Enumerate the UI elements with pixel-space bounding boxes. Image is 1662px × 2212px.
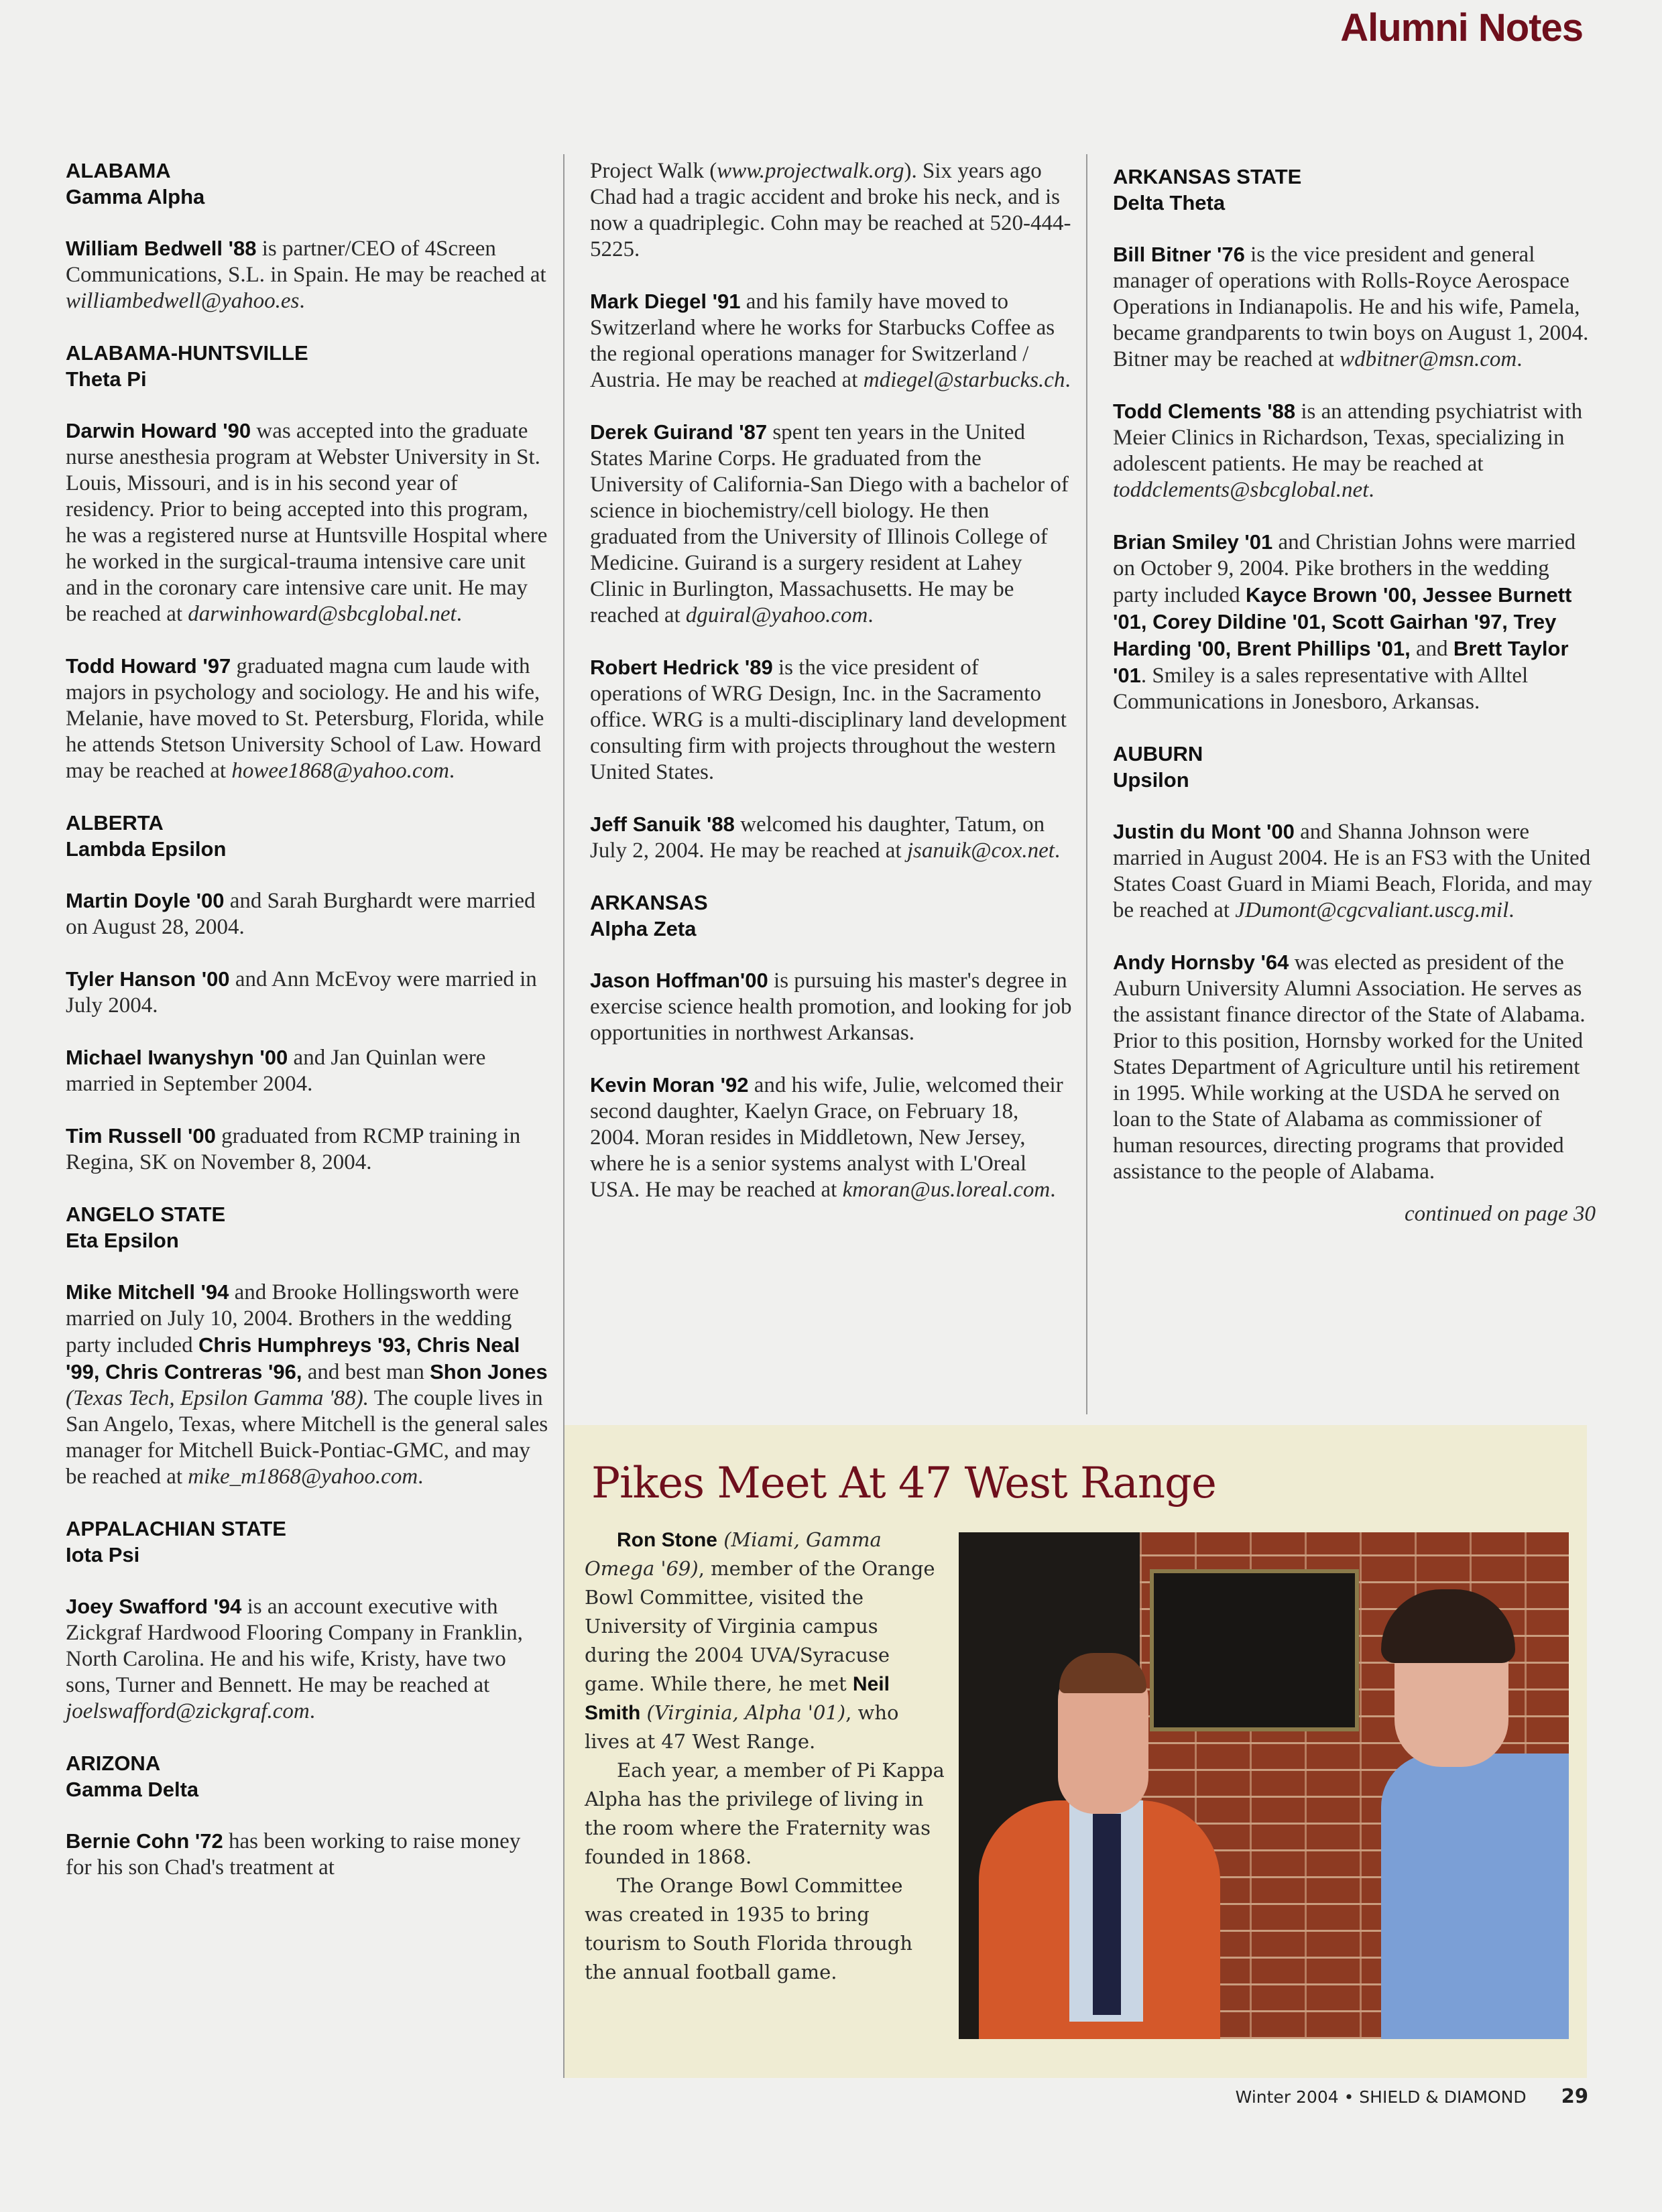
chapter-name: Alpha Zeta (590, 917, 697, 940)
person-name: William Bedwell '88 (66, 237, 257, 260)
note-text: is an attending psychiatrist with Meier Clinics in Richardson, Texas, specializing in adolescent patients. He may be reached at (1113, 400, 1583, 476)
note-text: The Orange Bowl Committee was created in 1935 to bring tourism to South Florida through the annual football game. (585, 1874, 913, 1983)
chapter-heading (66, 158, 548, 210)
person-name: Mike Mitchell '94 (66, 1280, 229, 1304)
note-text: and Christian Johns were married on October 9, 2004. Pike brothers in the wedding party included (1113, 530, 1576, 607)
person-name: Bernie Cohn '72 (66, 1829, 223, 1853)
sidebar-body (585, 1526, 947, 1987)
chapter-heading (1113, 164, 1596, 216)
note-text: and Sarah Burghardt were married on August 28, 2004. (66, 889, 536, 939)
column-right (1113, 164, 1596, 1227)
person-name: Robert Hedrick '89 (590, 656, 773, 679)
chapter-school: AUBURN (1113, 742, 1203, 765)
sidebar-paragraph (585, 1526, 947, 1756)
person-name: Justin du Mont '00 (1113, 820, 1295, 843)
person-name: Joey Swafford '94 (66, 1595, 242, 1618)
person-name: Brian Smiley '01 (1113, 530, 1273, 554)
alumni-note (66, 653, 548, 784)
chapter-school: ARIZONA (66, 1752, 161, 1775)
column-divider (1086, 154, 1087, 1414)
person-name: Shon Jones (430, 1360, 548, 1384)
note-text: and best man (302, 1360, 430, 1384)
alumni-note (1113, 949, 1596, 1185)
person-name: Todd Howard '97 (66, 654, 231, 678)
person-name: Chris Humphreys '93, Chris Neal '99, Chris Contreras '96, (66, 1333, 520, 1384)
note-text: and Jan Quinlan were married in September 2004. (66, 1046, 486, 1096)
chapter-name: Iota Psi (66, 1543, 140, 1566)
italic-text: mike_m1868@yahoo.com (188, 1465, 418, 1489)
email-address: kmoran@us.loreal.com (842, 1178, 1051, 1202)
note-text: is partner/CEO of 4Screen Communications, S.L. in Spain. He may be reached at (66, 237, 546, 287)
alumni-note (66, 1279, 548, 1490)
person-name: Michael Iwanyshyn '00 (66, 1046, 288, 1069)
photo-person-blue-shirt (1381, 1754, 1569, 2039)
note-text: . (449, 759, 455, 783)
person-name: Derek Guirand '87 (590, 420, 768, 444)
alumni-note (66, 418, 548, 627)
column-middle (590, 158, 1073, 1229)
alumni-note (66, 966, 548, 1019)
note-text: and Brooke Hollingsworth were married on July 10, 2004. Brothers in the wedding party included (66, 1280, 519, 1357)
chapter-school: ANGELO STATE (66, 1203, 226, 1226)
note-text: and his wife, Julie, welcomed their second daughter, Kaelyn Grace, on February 18, 2004. Moran resides in Middletown, New Jersey, where he is a senior systems analyst with L'Oreal USA. He may be reached at (590, 1073, 1063, 1202)
email-address: toddclements@sbcglobal.net (1113, 478, 1369, 502)
chapter-name: Theta Pi (66, 367, 147, 391)
photo-plaque (1150, 1569, 1359, 1731)
sidebar-feature-box (565, 1425, 1587, 2078)
chapter-school: ALBERTA (66, 811, 164, 835)
person-name: Bill Bitner '76 (1113, 243, 1245, 266)
chapter-name: Delta Theta (1113, 191, 1226, 214)
italic-text: (Miami, Gamma Omega '69) (585, 1528, 882, 1580)
continued-note: continued on page 30 (1404, 1202, 1596, 1226)
note-text: . (1050, 1178, 1056, 1202)
note-text: . (1065, 368, 1071, 392)
note-text: . Smiley is a sales representative with Alltel Communications in Jonesboro, Arkansas. (1113, 664, 1529, 714)
note-text: , who lives at 47 West Range. (585, 1701, 899, 1753)
email-address: wdbitner@msn.com (1340, 347, 1517, 371)
person-name: Martin Doyle '00 (66, 889, 225, 912)
page-number: 29 (1561, 2085, 1588, 2107)
chapter-heading (590, 889, 1073, 942)
alumni-note (590, 967, 1073, 1046)
photo-tie (1093, 1814, 1121, 2015)
chapter-heading (66, 340, 548, 392)
person-name: Darwin Howard '90 (66, 419, 251, 442)
person-name: Kevin Moran '92 (590, 1073, 749, 1097)
note-text: Each year, a member of Pi Kappa Alpha has the privilege of living in the room where the Fraternity was founded in 1868. (585, 1759, 945, 1868)
person-name: Jeff Sanuik '88 (590, 812, 735, 836)
note-text: was accepted into the graduate nurse anesthesia program at Webster University in St. Louis, Missouri, and is in his second year of residency. Prior to being accepted into this program, he was a registered nurse at Huntsville Hospital where he worked in the surgical-trauma intensive care unit and in the coronary care intensive care unit. He may be reached at (66, 419, 548, 626)
note-text: . (1508, 898, 1515, 922)
note-text: is the vice president and general manager of operations with Rolls-Royce Aerospace Operations in Indianapolis. He and his wife, Pamela, became grandparents to twin boys on August 1, 2004. Bitner may be reached at (1113, 243, 1589, 371)
alumni-note (66, 1123, 548, 1176)
note-text: The couple lives in San Angelo, Texas, where Mitchell is the general sales manager for Mitchell Buick-Pontiac-GMC, and may be reached at (66, 1386, 548, 1489)
alumni-note (590, 1072, 1073, 1203)
sidebar-title: Pikes Meet At 47 West Range (591, 1459, 1216, 1508)
person-name: Kayce Brown '00, Jessee Burnett '01, Corey Dildine '01, Scott Gairhan '97, Trey Harding '00, Brent Phillips '01, (1113, 583, 1572, 660)
page-footer (1236, 2085, 1588, 2107)
chapter-name: Eta Epsilon (66, 1229, 179, 1252)
note-text: is pursuing his master's degree in exercise science health promotion, and looking for job opportunities in northwest Arkansas. (590, 969, 1072, 1045)
chapter-heading (66, 1750, 548, 1802)
alumni-note (66, 1828, 548, 1881)
alumni-note (66, 235, 548, 314)
person-name: Tyler Hanson '00 (66, 967, 230, 991)
sidebar-paragraph (585, 1871, 947, 1987)
note-text: . (1054, 839, 1061, 863)
chapter-school: ALABAMA-HUNTSVILLE (66, 341, 308, 365)
email-address: jsanuik@cox.net (906, 839, 1055, 863)
note-text: graduated magna cum laude with majors in psychology and sociology. He and his wife, Melanie, have moved to St. Petersburg, Florida, while he attends Stetson University School of Law. Howard may be reached at (66, 654, 544, 783)
note-text: . (1368, 478, 1374, 502)
italic-text: (Virginia, Alpha '01) (640, 1701, 846, 1724)
section-title: Alumni Notes (1340, 6, 1583, 50)
column-left (66, 158, 548, 1906)
note-text: ). Six years ago Chad had a tragic accident and broke his neck, and is now a quadriplegic. Cohn may be reached at 520-444-5225. (590, 159, 1071, 261)
note-text: and Shanna Johnson were married in August 2004. He is an FS3 with the United States Coast Guard in Miami Beach, Florida, and may be reached at (1113, 820, 1592, 922)
person-name: Andy Hornsby '64 (1113, 950, 1289, 974)
email-address: JDumont@cgcvaliant.uscg.mil (1235, 898, 1509, 922)
alumni-note (590, 419, 1073, 629)
note-text: was elected as president of the Auburn University Alumni Association. He serves as the assistant finance director of the State of Alabama. Prior to this position, Hornsby worked for the United States Department of Agriculture until his retirement in 1995. While working at the USDA he served on loan to the State of Alabama as commissioner of human resources, directing programs that provided assistance to the people of Alabama. (1113, 950, 1586, 1184)
chapter-heading (66, 1516, 548, 1568)
person-name: Neil Smith (585, 1673, 890, 1724)
alumni-note (590, 654, 1073, 786)
note-text: and his family have moved to Switzerland where he works for Starbucks Coffee as the regional operations manager for Switzerland / Austria. He may be reached at (590, 290, 1055, 392)
note-text: welcomed his daughter, Tatum, on July 2, 2004. He may be reached at (590, 812, 1045, 863)
issue-label: Winter 2004 • SHIELD & DIAMOND (1235, 2087, 1527, 2107)
italic-text: www.projectwalk.org (717, 159, 904, 183)
email-address: williambedwell@yahoo.es (66, 289, 300, 313)
person-name: Mark Diegel '91 (590, 290, 741, 313)
chapter-school: ARKANSAS (590, 891, 708, 914)
note-text: . (456, 602, 462, 626)
person-name: Todd Clements '88 (1113, 400, 1296, 423)
email-address: howee1868@yahoo.com (231, 759, 449, 783)
person-name: Jason Hoffman'00 (590, 969, 768, 992)
note-text: and Ann McEvoy were married in July 2004. (66, 967, 537, 1018)
chapter-name: Gamma Alpha (66, 185, 205, 208)
person-name: Ron Stone (617, 1529, 717, 1551)
chapter-heading (66, 810, 548, 862)
note-text: and (1410, 637, 1453, 661)
chapter-name: Lambda Epsilon (66, 837, 227, 861)
email-address: joelswafford@zickgraf.com (66, 1699, 310, 1723)
alumni-note (66, 887, 548, 940)
chapter-heading (66, 1201, 548, 1253)
chapter-school: ARKANSAS STATE (1113, 165, 1302, 188)
chapter-school: ALABAMA (66, 159, 171, 182)
chapter-name: Upsilon (1113, 768, 1189, 792)
note-text: . (309, 1699, 315, 1723)
email-address: darwinhoward@sbcglobal.net (188, 602, 457, 626)
person-name: Brett Taylor '01 (1113, 637, 1569, 687)
note-text: . (1517, 347, 1523, 371)
note-text: has been working to raise money for his son Chad's treatment at (66, 1829, 521, 1880)
chapter-heading (1113, 741, 1596, 793)
note-text: spent ten years in the United States Marine Corps. He graduated from the University of California-San Diego with a bachelor of science in biochemistry/cell biology. He then graduated from the University of Illinois College of Medicine. Guirand is a surgery resident at Lahey Clinic in Burlington, Massachusetts. He may be reached at (590, 420, 1069, 627)
alumni-note (590, 811, 1073, 864)
email-address: mdiegel@starbucks.ch (863, 368, 1065, 392)
sidebar-paragraph (585, 1756, 947, 1871)
italic-text: (Texas Tech, Epsilon Gamma '88). (66, 1386, 369, 1410)
note-text: graduated from RCMP training in Regina, SK on November 8, 2004. (66, 1124, 521, 1174)
note-text: is the vice president of operations of WRG Design, Inc. in the Sacramento office. WRG is a multi-disciplinary land development consulting firm with projects throughout the western United States. (590, 656, 1067, 784)
alumni-note (66, 1044, 548, 1097)
note-text: , member of the Orange Bowl Committee, visited the University of Virginia campus during the 2004 UVA/Syracuse game. While there, he met (585, 1557, 935, 1695)
alumni-note (590, 288, 1073, 393)
note-text: . (868, 603, 874, 627)
email-address: dguiral@yahoo.com (685, 603, 868, 627)
note-text: . (418, 1465, 424, 1489)
alumni-note (1113, 241, 1596, 373)
alumni-note (1113, 818, 1596, 924)
note-text: . (299, 289, 305, 313)
alumni-note (1113, 529, 1596, 715)
alumni-note (590, 158, 1073, 263)
note-text: is an account executive with Zickgraf Hardwood Flooring Company in Franklin, North Carolina. He and his wife, Kristy, have two sons, Turner and Bennett. He may be reached at (66, 1595, 523, 1697)
note-text: Project Walk ( (590, 159, 717, 183)
chapter-school: APPALACHIAN STATE (66, 1517, 286, 1540)
alumni-note (66, 1593, 548, 1725)
alumni-note (1113, 398, 1596, 503)
person-name: Tim Russell '00 (66, 1124, 216, 1148)
chapter-name: Gamma Delta (66, 1778, 199, 1801)
feature-photo (959, 1532, 1569, 2039)
